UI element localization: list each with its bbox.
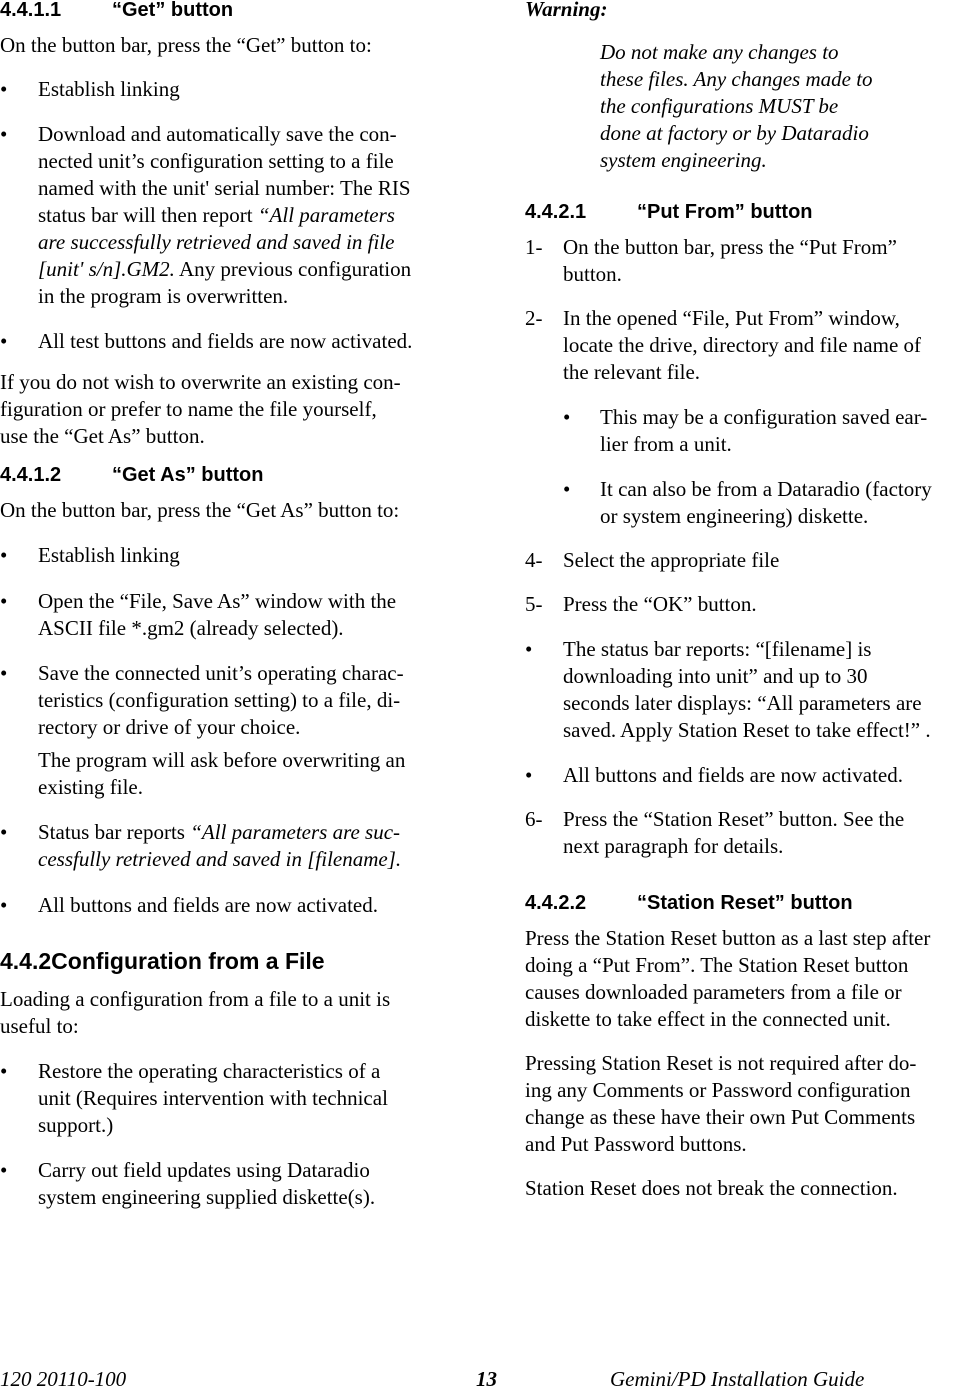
text-line: seconds later displays: “All parameters are — [563, 691, 922, 715]
heading-4-4-1-1 — [0, 0, 233, 24]
step-item — [525, 806, 904, 860]
text-line: in the program is overwritten. — [38, 284, 289, 308]
heading-4-4-1-2 — [0, 462, 263, 489]
heading-title: “Get As” button — [112, 464, 264, 486]
heading-number: 4.4.1.1 — [0, 0, 62, 21]
italic-span: [unit' s/n].GM2. — [38, 257, 175, 281]
getas-intro: On the button bar, press the “Get As” button to: — [0, 498, 400, 522]
text-line: support.) — [38, 1113, 114, 1137]
list-item — [0, 76, 180, 103]
text-line: done at factory or by Dataradio — [600, 121, 869, 145]
italic-span: “All parameters — [257, 203, 395, 227]
heading-number: 4.4.2 — [0, 948, 52, 974]
heading-title: “Get” button — [112, 0, 234, 21]
text-line: On the button bar, press the “Put From” — [563, 235, 897, 259]
station-reset-paragraph-3: Station Reset does not break the connection. — [525, 1176, 898, 1200]
text-line: nected unit’s configuration setting to a file — [38, 149, 394, 173]
text-line: Open the “File, Save As” window with the — [38, 589, 397, 613]
heading-number: 4.4.1.2 — [0, 464, 62, 486]
list-item — [563, 404, 927, 458]
list-item — [0, 542, 180, 569]
text-line: If you do not wish to overwrite an existing con- — [0, 370, 401, 394]
text-line: unit (Requires intervention with technical — [38, 1086, 388, 1110]
text-line: teristics (configuration setting) to a file, di- — [38, 688, 401, 712]
heading-4-4-2-1 — [525, 199, 813, 226]
bullet: • — [0, 661, 8, 685]
list-item-text: All test buttons and fields are now activated. — [38, 329, 413, 353]
text-line: button. — [563, 262, 622, 286]
get-intro: On the button bar, press the “Get” button to: — [0, 33, 372, 57]
warning-text — [600, 39, 873, 174]
italic-line: are successfully retrieved and saved in file — [38, 230, 395, 254]
text-line: system engineering supplied diskette(s). — [38, 1185, 376, 1209]
heading-title: Configuration from a File — [51, 948, 325, 974]
list-item — [0, 328, 412, 355]
station-reset-paragraph-1 — [525, 925, 930, 1033]
text-span: status bar will then report — [38, 203, 258, 227]
text-line: existing file. — [38, 775, 143, 799]
list-item — [0, 660, 405, 801]
text-line: The program will ask before overwriting an — [38, 748, 406, 772]
text-line: In the opened “File, Put From” window, — [563, 306, 900, 330]
heading-4-4-2-2 — [525, 890, 853, 917]
step-number: 2- — [525, 306, 543, 330]
step-item — [525, 234, 897, 288]
text-line: Download and automatically save the con- — [38, 122, 397, 146]
text-line: ASCII file *.gm2 (already selected). — [38, 616, 344, 640]
text-line: Carry out field updates using Dataradio — [38, 1158, 370, 1182]
text-line: downloading into unit” and up to 30 — [563, 664, 868, 688]
heading-title: “Station Reset” button — [637, 892, 853, 914]
text-line: Loading a configuration from a file to a unit is — [0, 987, 391, 1011]
heading-title: “Put From” button — [637, 201, 813, 223]
italic-line: cessfully retrieved and saved in [filename]. — [38, 847, 402, 871]
text-line: It can also be from a Dataradio (factory — [600, 477, 932, 501]
bullet: • — [525, 763, 533, 787]
text-line: figuration or prefer to name the file yourself, — [0, 397, 377, 421]
text-line: locate the drive, directory and file name of — [563, 333, 922, 357]
text-line: or system engineering) diskette. — [600, 504, 869, 528]
list-item — [525, 762, 903, 789]
text-line: the relevant file. — [563, 360, 701, 384]
bullet: • — [563, 477, 571, 501]
list-item-text: All buttons and fields are now activated. — [38, 893, 378, 917]
step-number: 4- — [525, 548, 543, 572]
bullet: • — [0, 543, 8, 567]
bullet: • — [525, 637, 533, 661]
bullet: • — [0, 1059, 8, 1083]
list-item — [0, 121, 411, 310]
list-item-text: Establish linking — [38, 77, 180, 101]
bullet: • — [0, 820, 8, 844]
text-line: the configurations MUST be — [600, 94, 839, 118]
step-item — [525, 305, 921, 386]
text-line: This may be a configuration saved ear- — [600, 405, 928, 429]
heading-number: 4.4.2.2 — [525, 892, 587, 914]
step-number: 6- — [525, 807, 543, 831]
text-span: Status bar reports — [38, 820, 191, 844]
text-line: doing a “Put From”. The Station Reset button — [525, 953, 909, 977]
footer-doc-number: 120 20110-100 — [0, 1367, 127, 1391]
list-item — [563, 476, 932, 530]
list-item — [0, 1058, 388, 1139]
text-line — [38, 256, 411, 283]
text-line: rectory or drive of your choice. — [38, 715, 301, 739]
text-line: diskette to take effect in the connected unit. — [525, 1007, 891, 1031]
text-line: system engineering. — [600, 148, 767, 172]
text-line: use the “Get As” button. — [0, 424, 205, 448]
text-line: Pressing Station Reset is not required after do- — [525, 1051, 917, 1075]
heading-number: 4.4.2.1 — [525, 201, 587, 223]
bullet: • — [0, 122, 8, 146]
bullet: • — [0, 589, 8, 613]
list-item — [0, 892, 378, 919]
footer-page-number: 13 — [476, 1367, 497, 1391]
step-item — [525, 591, 757, 618]
text-line: next paragraph for details. — [563, 834, 784, 858]
get-paragraph — [0, 369, 401, 450]
text-line: saved. Apply Station Reset to take effect!” . — [563, 718, 931, 742]
text-line — [38, 819, 401, 846]
text-line: change as these have their own Put Comments — [525, 1105, 916, 1129]
step-item — [525, 547, 779, 574]
footer-guide-title: Gemini/PD Installation Guide — [610, 1367, 865, 1391]
list-item — [0, 819, 401, 873]
bullet: • — [0, 77, 8, 101]
text-line: The status bar reports: “[filename] is — [563, 637, 872, 661]
list-item-text: All buttons and fields are now activated. — [563, 763, 903, 787]
text-line: Press the Station Reset button as a last step after — [525, 926, 931, 950]
text-line: Press the “Station Reset” button. See the — [563, 807, 905, 831]
list-item — [0, 1157, 375, 1211]
bullet: • — [0, 1158, 8, 1182]
step-number: 1- — [525, 235, 543, 259]
bullet: • — [0, 893, 8, 917]
list-item-text: Establish linking — [38, 543, 180, 567]
text-line: Restore the operating characteristics of a — [38, 1059, 381, 1083]
text-line: and Put Password buttons. — [525, 1132, 747, 1156]
bullet: • — [563, 405, 571, 429]
text-line: useful to: — [0, 1014, 79, 1038]
text-line: named with the unit' serial number: The RIS — [38, 176, 411, 200]
text-line — [38, 202, 411, 229]
italic-span: “All parameters are suc- — [190, 820, 401, 844]
bullet: • — [0, 329, 8, 353]
list-item — [0, 588, 396, 642]
list-item — [525, 636, 931, 744]
text-line: Save the connected unit’s operating charac- — [38, 661, 404, 685]
config-paragraph — [0, 986, 390, 1040]
step-number: 5- — [525, 592, 543, 616]
text-line: ing any Comments or Password configuration — [525, 1078, 911, 1102]
step-text: Select the appropriate file — [563, 548, 780, 572]
text-line: these files. Any changes made to — [600, 67, 873, 91]
step-text: Press the “OK” button. — [563, 592, 757, 616]
warning-label: Warning: — [525, 0, 608, 21]
station-reset-paragraph-2 — [525, 1050, 916, 1158]
text-span: Any previous configuration — [174, 257, 412, 281]
text-line: lier from a unit. — [600, 432, 732, 456]
text-line: causes downloaded parameters from a file or — [525, 980, 902, 1004]
text-line: Do not make any changes to — [600, 40, 839, 64]
heading-4-4-2 — [0, 948, 325, 975]
